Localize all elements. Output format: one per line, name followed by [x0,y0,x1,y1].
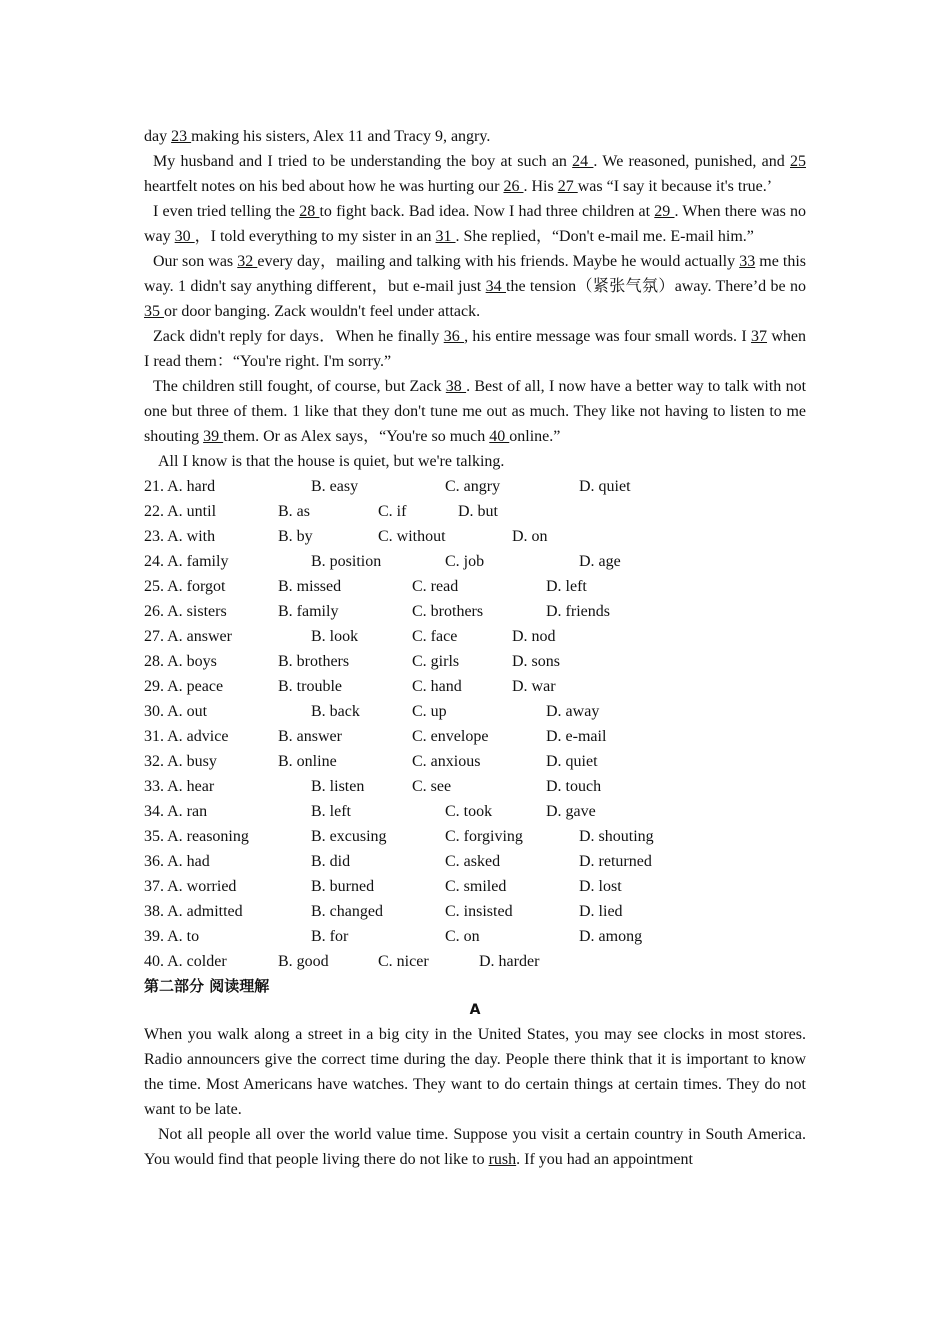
question-row [144,524,806,549]
answer-blank: 39 [203,428,224,445]
section-title: 第二部分 阅读理解 [144,977,270,995]
question-row [144,799,806,824]
question-row [144,849,806,874]
answer-blank: 28 [299,203,320,220]
question-row [144,649,806,674]
question-option: D. returned [579,853,652,870]
question-option: B. easy [311,478,359,495]
answer-blank: 37 [751,328,768,345]
question-option: D. touch [546,778,602,795]
question-row [144,599,806,624]
question-option: 25. A. forgot [144,578,226,595]
answer-blank: 36 [443,328,465,345]
answer-blank: 40 [489,428,510,445]
question-option: B. answer [278,728,342,745]
question-option: B. left [311,803,351,820]
passage-text: Zack didn't reply for days．When he finally [153,328,444,345]
question-option: B. family [278,603,339,620]
question-row [144,949,806,974]
question-row [144,499,806,524]
question-option: D. quiet [579,478,631,495]
underlined-word: rush [488,1151,517,1168]
reading-paragraph: When you walk along a street in a big city in the United States, you may see clocks in most stores. Radio announcers give the correct time during the day. People there think that it is important to know the time. Most Americans have watches. They want to do certain things at certain times. They do not want to be late. [144,1026,806,1118]
question-option: C. insisted [445,903,513,920]
question-option: C. see [412,778,452,795]
passage-text: heartfelt notes on his bed about how he was hurting our [144,178,504,195]
question-option: D. e-mail [546,728,607,745]
question-row [144,749,806,774]
passage-text: online.” [509,428,561,445]
question-option: B. look [311,628,359,645]
question-option: D. nod [512,628,556,645]
question-option: C. brothers [412,603,484,620]
question-option: B. trouble [278,678,342,695]
question-option: 38. A. admitted [144,903,243,920]
question-row [144,474,806,499]
answer-blank: 33 [739,253,756,270]
passage-paragraph [144,324,806,374]
answer-blank: 32 [237,253,258,270]
question-option: D. lost [579,878,622,895]
question-option: D. quiet [546,753,598,770]
passage-paragraph [144,249,806,324]
reading-text: . If you had an appointment [516,1151,693,1168]
passage-text: them. Or as Alex says，“You're so much [223,428,490,445]
answer-blank: 38 [445,378,467,395]
answer-blank: 31 [435,228,456,245]
question-row [144,624,806,649]
passage-text: The children still fought, of course, but Zack [153,378,446,395]
passage-text: was “I say it because it's true.’ [577,178,773,195]
question-option: C. up [412,703,447,720]
answer-blank: 26 [503,178,524,195]
question-option: C. job [445,553,485,570]
passage-text: to fight back. Bad idea. Now I had three children at [319,203,655,220]
question-option: 37. A. worried [144,878,237,895]
question-option: 21. A. hard [144,478,216,495]
question-option: B. back [311,703,360,720]
question-option: D. age [579,553,621,570]
answer-blank: 24 [572,153,594,170]
question-option: 32. A. busy [144,753,217,770]
passage-paragraph [144,124,806,149]
passage-label: A [469,1002,481,1018]
question-option: D. lied [579,903,623,920]
passage-text: making his sisters, Alex 11 and Tracy 9, angry. [191,128,491,145]
question-option: C. if [378,503,407,520]
question-option: C. on [445,928,480,945]
question-row [144,924,806,949]
question-option: 40. A. colder [144,953,227,970]
question-option: B. as [278,503,310,520]
question-list [144,474,806,974]
answer-blank: 27 [557,178,578,195]
passage-paragraph [144,199,806,249]
question-option: C. asked [445,853,501,870]
question-option: C. took [445,803,493,820]
question-row [144,874,806,899]
question-option: 35. A. reasoning [144,828,249,845]
passage-text: day [144,128,172,145]
passage-paragraph [144,449,806,474]
passage-text: the tension（紧张气氛）away. There’d be no [506,278,806,295]
answer-blank: 23 [171,128,192,145]
question-option: B. by [278,528,313,545]
question-option: 31. A. advice [144,728,229,745]
passage-text: My husband and I tried to be understanding the boy at such an [153,153,573,170]
passage-text: Our son was [153,253,238,270]
question-option: D. gave [546,803,596,820]
passage-text: I even tried telling the [153,203,300,220]
passage-text: when I read them：“You're right. I'm sorry.” [144,328,807,370]
passage-text: . Best of all, I now have a better way to talk with not one but three of them. 1 like that they don't tune me out as much. They like not having to listen to me shouting [144,378,807,445]
question-option: D. war [512,678,556,695]
question-row [144,724,806,749]
question-option: D. left [546,578,587,595]
question-row [144,899,806,924]
passage-text: All I know is that the house is quiet, but we're talking. [158,453,505,470]
question-option: D. harder [479,953,540,970]
question-option: B. for [311,928,349,945]
passage-text: every day，mailing and talking with his friends. Maybe he would actually [257,253,740,270]
question-row [144,824,806,849]
question-option: 27. A. answer [144,628,232,645]
passage-text: . His [523,178,558,195]
reading-text: Not all people all over the world value time. Suppose you visit a certain country in South America. You would find that people living there do not like to [144,1126,806,1168]
question-option: 26. A. sisters [144,603,227,620]
question-option: D. on [512,528,548,545]
passage-paragraph [144,374,806,449]
answer-blank: 35 [144,303,164,320]
question-option: C. envelope [412,728,489,745]
question-option: 33. A. hear [144,778,215,795]
question-option: B. good [278,953,329,970]
passage-text: . When there was no way [144,203,807,245]
question-option: 30. A. out [144,703,208,720]
question-option: B. brothers [278,653,350,670]
question-option: D. sons [512,653,561,670]
question-option: C. without [378,528,446,545]
question-option: B. position [311,553,382,570]
question-option: 29. A. peace [144,678,224,695]
question-option: C. read [412,578,459,595]
question-option: B. changed [311,903,383,920]
question-option: 24. A. family [144,553,229,570]
question-option: 39. A. to [144,928,200,945]
passage-text: . She replied，“Don't e-mail me. E-mail him.” [455,228,754,245]
passage-text: ，I told everything to my sister in an [194,228,436,245]
reading-paragraph [144,1122,806,1172]
answer-blank: 30 [174,228,195,245]
passage-paragraph [144,149,806,199]
question-row [144,674,806,699]
question-option: C. girls [412,653,460,670]
question-option: D. among [579,928,643,945]
question-option: D. friends [546,603,610,620]
document-content [144,124,806,1172]
question-option: C. angry [445,478,501,495]
question-option: C. smiled [445,878,507,895]
question-option: C. anxious [412,753,481,770]
answer-blank: 29 [654,203,675,220]
question-option: B. online [278,753,337,770]
passage-text: or door banging. Zack wouldn't feel under attack. [164,303,481,320]
passage-text: . We reasoned, punished, and [593,153,790,170]
question-row [144,574,806,599]
answer-blank: 25 [790,153,806,170]
question-row [144,699,806,724]
passage-text: me this way. 1 didn't say anything different，but e-mail just [144,253,807,295]
question-option: C. nicer [378,953,429,970]
question-option: B. did [311,853,351,870]
question-option: 22. A. until [144,503,217,520]
question-option: 28. A. boys [144,653,217,670]
question-option: B. burned [311,878,375,895]
question-option: C. forgiving [445,828,523,845]
passage-text: , his entire message was four small words. I [464,328,752,345]
question-row [144,549,806,574]
question-option: D. shouting [579,828,654,845]
question-option: D. away [546,703,600,720]
answer-blank: 34 [485,278,506,295]
question-option: C. face [412,628,458,645]
question-option: 34. A. ran [144,803,208,820]
question-option: B. excusing [311,828,387,845]
question-option: D. but [458,503,498,520]
question-option: B. listen [311,778,365,795]
question-row [144,774,806,799]
question-option: 36. A. had [144,853,210,870]
question-option: 23. A. with [144,528,216,545]
question-option: C. hand [412,678,462,695]
question-option: B. missed [278,578,342,595]
